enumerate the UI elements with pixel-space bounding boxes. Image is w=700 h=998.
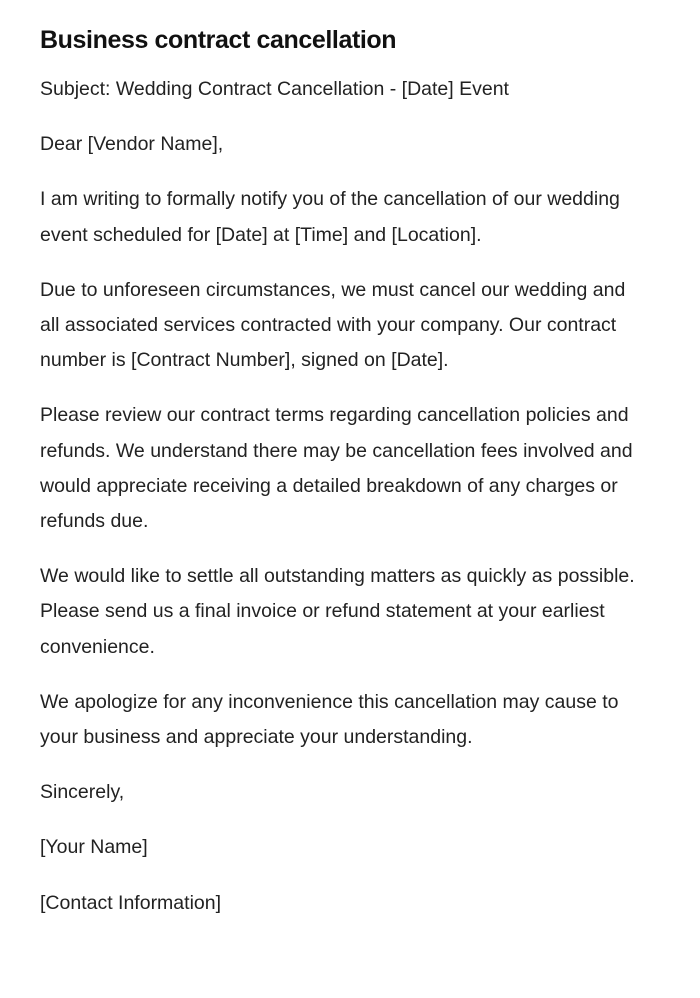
body-paragraph-refunds: Please review our contract terms regarding cancellation policies and refunds. We understand there may be cancellation fees involved and would appreciate receiving a detailed breakdown of any charges or refunds due. [40,404,633,533]
subject-line: Subject: Wedding Contract Cancellation - [Date] Event [40,78,509,100]
document-title: Business contract cancellation [40,26,397,54]
body-paragraph-circumstances: Due to unforeseen circumstances, we must cancel our wedding and all associated services contracted with your company. Our contract number is [Contract Number], signed on [Date]. [40,278,626,372]
signature-contact: [Contact Information] [40,891,222,914]
salutation: Dear [Vendor Name], [40,133,224,156]
body-paragraph-notice: I am writing to formally notify you of the cancellation of our wedding event scheduled for [Date] at [Time] and [Location]. [40,188,620,246]
document-page [40,22,650,941]
body-paragraph-apology: We apologize for any inconvenience this cancellation may cause to your business and appreciate your understanding. [40,690,619,749]
signature-name: [Your Name] [40,836,148,859]
body-paragraph-settlement: We would like to settle all outstanding matters as quickly as possible. Please send us a final invoice or refund statement at your earliest convenience. [40,565,635,658]
closing: Sincerely, [40,781,125,804]
